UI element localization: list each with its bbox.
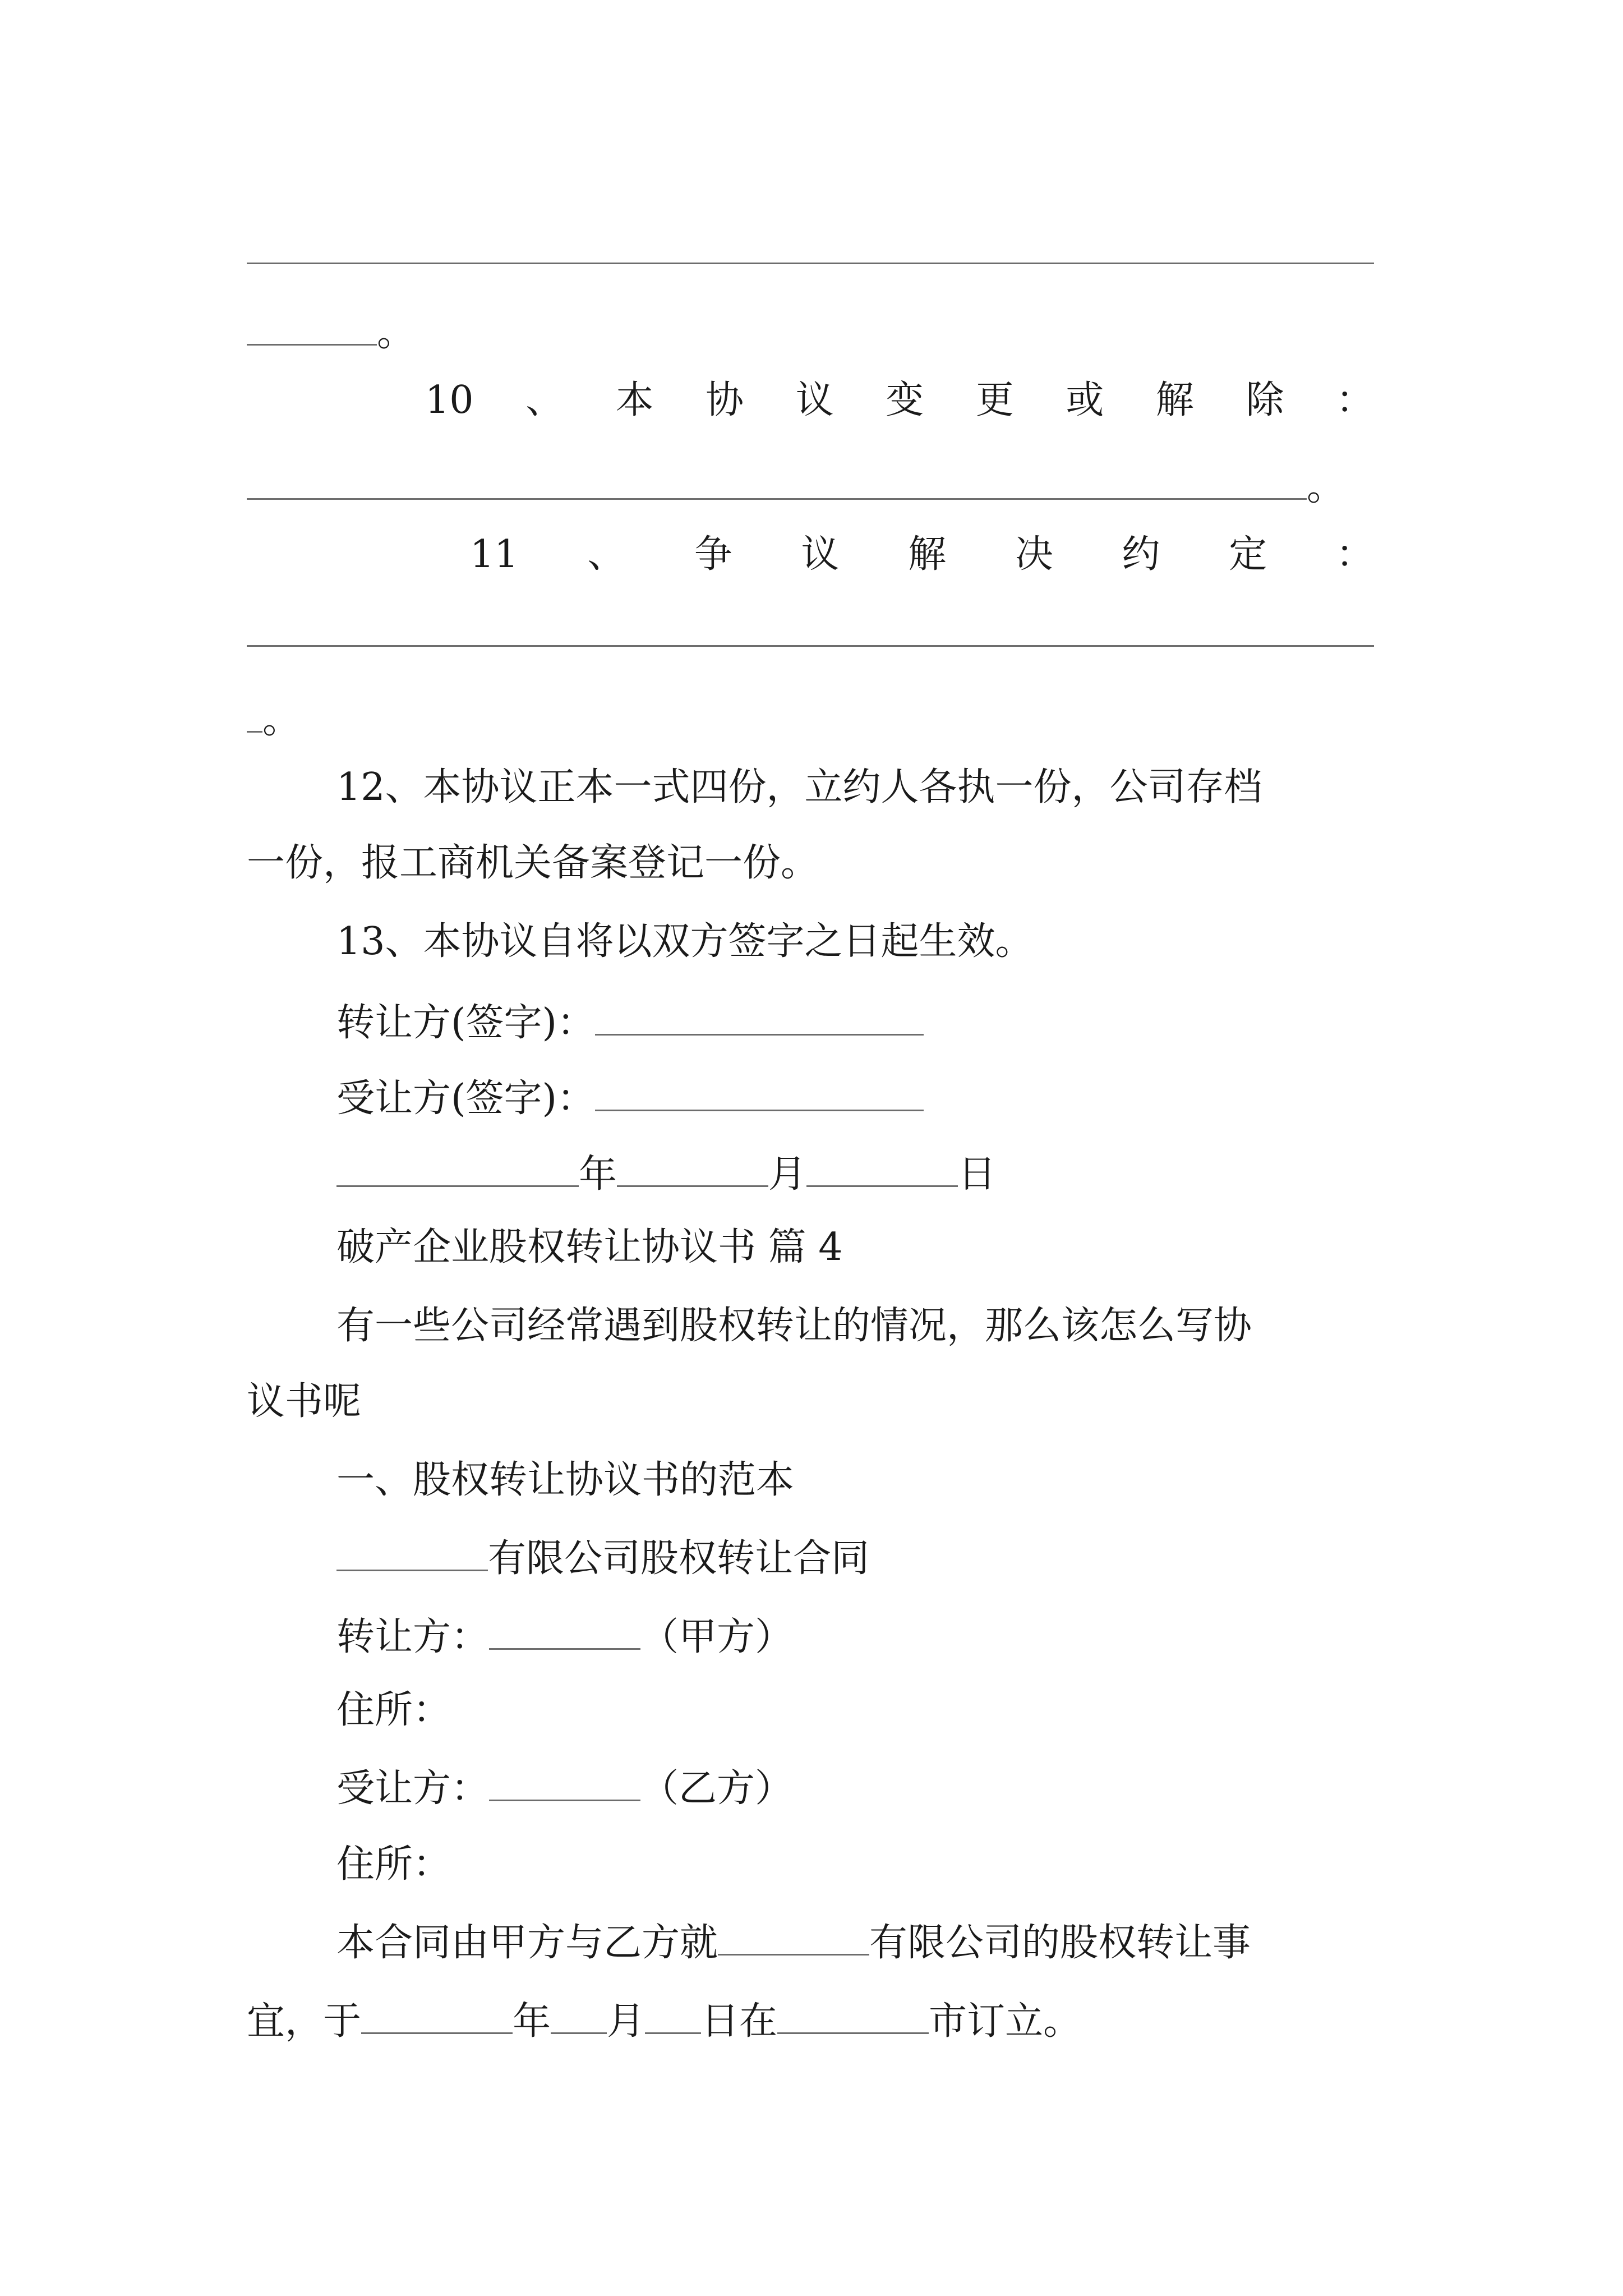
item-10-number: 10 xyxy=(425,378,474,422)
date-year: 年 xyxy=(579,1152,617,1197)
intro-line-1: 有一些公司经常遇到股权转让的情况，那么该怎么写协 xyxy=(336,1304,1252,1348)
closing-month: 月 xyxy=(607,1999,645,2044)
blank-underline xyxy=(247,311,377,346)
item-11-char: 定 xyxy=(1229,532,1267,577)
item-11-blank-line xyxy=(247,645,1374,647)
closing-text-2: 有限公司的股权转让事 xyxy=(869,1921,1251,1965)
transferee-signature xyxy=(336,1076,924,1121)
party-a-role: （甲方） xyxy=(640,1615,794,1659)
item-11-char: 解 xyxy=(908,532,947,577)
item-10-char: 解 xyxy=(1155,378,1194,422)
date-line xyxy=(336,1152,997,1197)
item-11-blank-end xyxy=(247,698,301,742)
company-blank xyxy=(336,1537,488,1571)
item-10-blank xyxy=(247,466,1345,507)
intro-line-2: 议书呢 xyxy=(247,1379,362,1424)
day-blank xyxy=(806,1153,958,1187)
closing-line-1 xyxy=(336,1921,1251,1965)
contract-title xyxy=(336,1536,870,1581)
item-10-char: 或 xyxy=(1066,378,1104,422)
closing-line-2 xyxy=(247,1999,1082,2044)
month-blank xyxy=(617,1153,768,1187)
date-month: 月 xyxy=(768,1152,807,1197)
city-blank xyxy=(777,2000,929,2034)
party-b xyxy=(336,1766,794,1811)
item-10-char: 协 xyxy=(706,378,744,422)
period: 。 xyxy=(1307,465,1345,509)
section-1-title: 一、股权转让协议书的范本 xyxy=(336,1458,795,1502)
transferor-signature xyxy=(336,1001,924,1045)
section-heading: 破产企业股权转让协议书 篇 4 xyxy=(336,1225,843,1269)
blank-line-1 xyxy=(247,263,1374,264)
blank-underline xyxy=(247,698,262,733)
address-a: 住所： xyxy=(336,1688,451,1732)
contract-title-text: 有限公司股权转让合同 xyxy=(488,1536,870,1581)
item-10-char: 本 xyxy=(615,378,654,422)
item-11-char: 议 xyxy=(801,532,840,577)
month-blank xyxy=(551,2000,607,2034)
party-a xyxy=(336,1616,793,1657)
date-day: 日 xyxy=(958,1152,997,1197)
item-11-char: 争 xyxy=(694,532,732,577)
item-11 xyxy=(470,532,1374,577)
closing-end: 市订立。 xyxy=(929,1999,1082,2044)
party-b-role: （乙方） xyxy=(640,1766,794,1811)
year-blank xyxy=(361,2000,513,2034)
address-b: 住所： xyxy=(336,1842,451,1887)
party-a-label: 转让方： xyxy=(336,1615,490,1659)
item-13: 13、本协议自将以双方签字之日起生效。 xyxy=(336,919,1034,964)
item-11-char: 决 xyxy=(1015,532,1053,577)
blank-underline xyxy=(247,466,1307,500)
signature-blank xyxy=(595,1077,924,1111)
item-11-colon: ： xyxy=(1335,532,1374,577)
item-10-char: 除 xyxy=(1246,378,1284,422)
closing-text-3: 宜，于 xyxy=(247,1999,362,2044)
item-10 xyxy=(425,378,1374,422)
period: 。 xyxy=(377,311,416,355)
item-11-char: 约 xyxy=(1122,532,1160,577)
item-12-line-2: 一份，报工商机关备案登记一份。 xyxy=(247,841,819,885)
item-10-char: 更 xyxy=(975,378,1014,422)
item-11-sep: 、 xyxy=(587,532,626,577)
party-b-blank xyxy=(489,1767,640,1801)
item-10-char: 议 xyxy=(795,378,834,422)
day-blank xyxy=(645,2000,701,2034)
signature-blank xyxy=(595,1001,924,1036)
item-12-line-1: 12、本协议正本一式四份，立约人各执一份，公司存档 xyxy=(336,765,1262,809)
item-11-number: 11 xyxy=(470,532,519,577)
closing-text-1: 本合同由甲方与乙方就 xyxy=(336,1921,718,1965)
period: 。 xyxy=(262,698,301,742)
company-blank xyxy=(718,1921,869,1955)
transferee-signature-label: 受让方(签字)： xyxy=(336,1076,596,1121)
item-10-colon: ： xyxy=(1335,378,1374,422)
blank-line-2 xyxy=(247,311,416,355)
closing-year: 年 xyxy=(513,1999,551,2044)
item-10-char: 变 xyxy=(886,378,924,422)
party-a-blank xyxy=(489,1616,640,1650)
closing-day: 日在 xyxy=(701,1999,778,2044)
item-10-sep: 、 xyxy=(525,378,564,422)
year-blank xyxy=(336,1153,579,1187)
transferor-signature-label: 转让方(签字)： xyxy=(336,1001,596,1045)
party-b-label: 受让方： xyxy=(336,1766,490,1811)
